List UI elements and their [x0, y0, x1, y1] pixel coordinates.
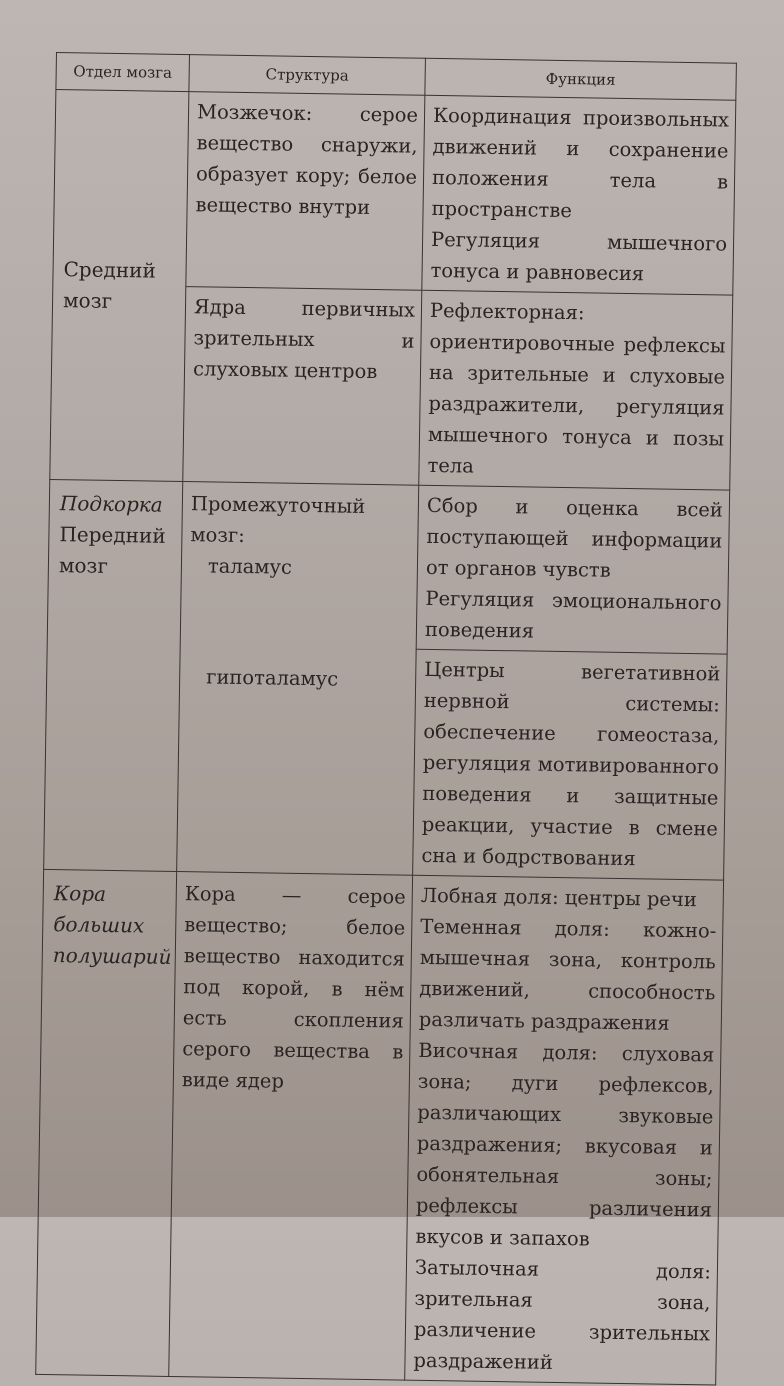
structure-text: Ядра первичных зрительных и слуховых центров [192, 295, 416, 384]
header-brain-section: Отдел мозга [56, 53, 190, 92]
function-cell [405, 875, 724, 1385]
hypothalamus-label: гипоталамус [206, 665, 339, 691]
section-cell [44, 479, 183, 871]
function-line: Затылочная доля: зрительная зона, различение зрительных раздражений [413, 1255, 712, 1374]
structure-cell [186, 92, 425, 291]
section-label [49, 480, 166, 583]
structure-cell [169, 871, 413, 1380]
structure-cell [183, 287, 422, 486]
function-line: Височная доля: слуховая зона; дуги рефлексов, различающих звуковые раздражения; вкусовая и обонятельная зоны; рефлексы различения вкусов и запахов [415, 1038, 715, 1251]
section-cell [36, 869, 177, 1376]
table-row [36, 869, 724, 1385]
function-cell [413, 649, 728, 880]
forebrain-label: Передний мозг [58, 522, 166, 578]
subcortex-label: Подкорка [59, 491, 163, 517]
function-line: Координация произвольных движений и сохранение положения тела в пространстве [431, 103, 730, 223]
brain-table [35, 52, 737, 1386]
thalamus-label: таламус [207, 554, 293, 579]
function-cell [419, 290, 733, 490]
function-text [417, 486, 730, 654]
table-row [53, 90, 736, 296]
function-text [405, 876, 723, 1385]
section-cell [50, 90, 189, 482]
function-line: Лобная доля: центры речи [420, 883, 698, 912]
function-line: Сбор и оценка всей поступающей информации от органов чувств [425, 493, 724, 582]
structure-text [180, 482, 418, 700]
header-function: Функция [425, 58, 737, 100]
header-structure: Структура [189, 55, 426, 96]
structure-cell [177, 482, 419, 876]
function-line: Регуляция мышечного тонуса и равновесия [430, 227, 728, 286]
section-label: Средний мозг [62, 256, 157, 313]
function-line: Теменная доля: кожно-мышечная зона, контроль движений, способность различать раздражения [418, 914, 717, 1035]
function-cell [422, 95, 736, 295]
structure-text: Кора — серое вещество; белое вещество находится под корой, в нём есть скопления серого вещества в виде ядер [181, 882, 406, 1093]
table-row [47, 479, 729, 654]
function-text [422, 96, 735, 295]
structure-text: Мозжечок: серое вещество снаружи, образует кору; белое вещество внутри [195, 100, 419, 219]
function-text: Центры вегетативной нервной системы: обеспечение гомеостаза, регуляция мотивированного поведения и защитные реакции, участие в смене сна и бодрствования [421, 657, 721, 871]
structure-head: Промежуточный мозг: [190, 492, 366, 548]
function-text: Рефлекторная: ориентировочные рефлексы на зрительные и слуховые раздражители, регуляция мышечного тонуса и позы тела [427, 298, 726, 478]
section-label: Кора больших полушарий [52, 881, 172, 969]
function-cell [416, 485, 730, 654]
function-line: Регуляция эмоционального поведения [424, 586, 722, 643]
